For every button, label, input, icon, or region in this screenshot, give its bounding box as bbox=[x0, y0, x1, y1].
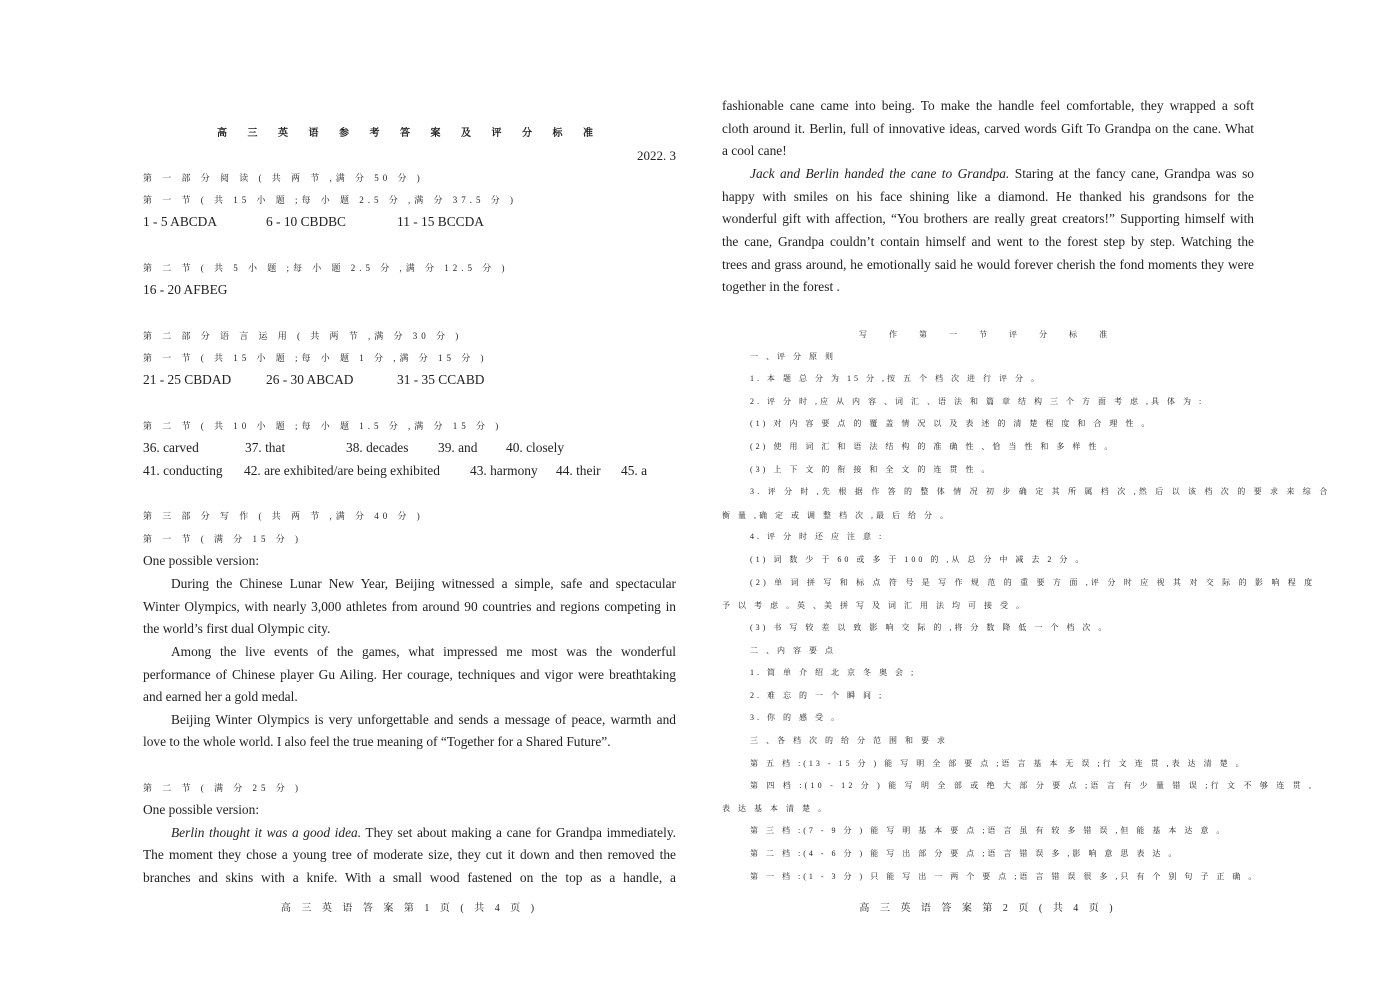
part1-section1-answers bbox=[143, 213, 676, 231]
answer-group: 11 - 15 BCCDA bbox=[397, 214, 484, 229]
part3-heading: 第 三 部 分 写 作 ( 共 两 节 ,满 分 40 分 ) bbox=[143, 511, 424, 521]
essay1-line: During the Chinese Lunar New Year, Beijing witnessed a simple, safe and spectacular bbox=[171, 576, 676, 591]
part2-section1-heading: 第 一 节 ( 共 15 小 题 ;每 小 题 1 分 ,满 分 15 分 ) bbox=[143, 353, 488, 363]
essay2-line: branches and skins with a knife. With a small wood fastened on the top as a handle, a bbox=[143, 870, 676, 885]
version-label: One possible version: bbox=[143, 553, 260, 568]
answer-item: 39. and bbox=[438, 440, 478, 455]
part1-heading: 第 一 部 分 阅 读 ( 共 两 节 ,满 分 50 分 ) bbox=[143, 173, 424, 183]
essay1-line: performance of Chinese player Gu Ailing. Her courage, techniques and vigor were breathtaking bbox=[143, 667, 676, 682]
rubric-line: 3. 评 分 时 ,先 根 据 作 答 的 整 体 情 况 初 步 确 定 其 所 属 档 次 ,然 后 以 该 档 次 的 要 求 来 综 合 bbox=[750, 487, 1331, 496]
page-footer: 高 三 英 语 答 案 第 2 页 ( 共 4 页 ) bbox=[859, 903, 1117, 914]
rubric-line: (1) 词 数 少 于 60 或 多 于 100 的 ,从 总 分 中 减 去 2 分 。 bbox=[750, 555, 1087, 564]
rubric-line: (3) 书 写 较 差 以 致 影 响 交 际 的 ,将 分 数 降 低 一 个 档 次 。 bbox=[750, 623, 1110, 632]
rubric-line: 三 、各 档 次 的 给 分 范 围 和 要 求 bbox=[750, 736, 948, 745]
rubric-line: 予 以 考 虑 。英 、美 拼 写 及 词 汇 用 法 均 可 接 受 。 bbox=[722, 601, 1027, 610]
answer-group: 1 - 5 ABCDA bbox=[143, 214, 218, 229]
essay2-cont-line: cloth around it. Berlin, full of innovative ideas, carved words Gift To Grandpa on the cane. What bbox=[722, 121, 1254, 136]
rubric-line: 4. 评 分 时 还 应 注 意 : bbox=[750, 532, 885, 541]
part2-section1-answers bbox=[143, 371, 676, 389]
essay2-cont-line: fashionable cane came into being. To make the handle feel comfortable, they wrapped a soft bbox=[722, 98, 1254, 113]
rubric-line: 衡 量 ,确 定 或 调 整 档 次 ,最 后 给 分 。 bbox=[722, 511, 951, 520]
part3-section2-heading: 第 二 节 ( 满 分 25 分 ) bbox=[143, 783, 302, 793]
essay2-line: The moment they chose a young tree of moderate size, they cut it down and then removed the bbox=[143, 847, 676, 862]
answer-item: 41. conducting bbox=[143, 463, 223, 478]
version-label: One possible version: bbox=[143, 802, 260, 817]
answer-item: 42. are exhibited/are being exhibited bbox=[244, 463, 440, 478]
para2-text: Staring at the fancy cane, Grandpa was so bbox=[1014, 166, 1254, 181]
part2-section2-heading: 第 二 节 ( 共 10 小 题 ;每 小 题 1.5 分 ,满 分 15 分 ) bbox=[143, 421, 503, 431]
para2-italic: Jack and Berlin handed the cane to Grandpa. bbox=[750, 166, 1010, 181]
rubric-line: 二 、内 容 要 点 bbox=[750, 646, 836, 655]
rubric-line: (2) 单 词 拼 写 和 标 点 符 号 是 写 作 规 范 的 重 要 方 面 ,评 分 时 应 视 其 对 交 际 的 影 响 程 度 bbox=[750, 578, 1316, 587]
answer-item: 36. carved bbox=[143, 440, 199, 455]
answer-group: 6 - 10 CBDBC bbox=[266, 214, 346, 229]
essay1-line: and earned her a gold medal. bbox=[143, 689, 298, 704]
answer-group: 31 - 35 CCABD bbox=[397, 372, 485, 387]
essay2-text: They set about making a cane for Grandpa immediately. bbox=[365, 825, 676, 840]
part1-section2-heading: 第 二 节 ( 共 5 小 题 ;每 小 题 2.5 分 ,满 分 12.5 分 ) bbox=[143, 263, 509, 273]
essay1-line: Winter Olympics, with nearly 3,000 athletes from around 90 countries and regions competing in bbox=[143, 599, 676, 614]
rubric-line: (1) 对 内 容 要 点 的 覆 盖 情 况 以 及 表 述 的 清 楚 程 度 和 合 理 性 。 bbox=[750, 419, 1153, 428]
rubric-line: (2) 使 用 词 汇 和 语 法 结 构 的 准 确 性 、恰 当 性 和 多 样 性 。 bbox=[750, 442, 1116, 451]
rubric-line: 第 三 档 :(7 - 9 分 ) 能 写 明 基 本 要 点 ;语 言 虽 有 较 多 错 误 ,但 能 基 本 达 意 。 bbox=[750, 826, 1228, 835]
essay2-italic: Berlin thought it was a good idea. bbox=[171, 825, 362, 840]
answer-item: 45. a bbox=[621, 463, 648, 478]
part2-section2-answers-row1 bbox=[143, 439, 676, 457]
part2-section2-answers-row2 bbox=[143, 462, 676, 480]
part3-section1-heading: 第 一 节 ( 满 分 15 分 ) bbox=[143, 534, 302, 544]
essay2-para2-line: trees and grass around, he emotionally said he would forever cherish the fond moments they were bbox=[722, 257, 1254, 272]
rubric-line: 3. 你 的 感 受 。 bbox=[750, 713, 842, 722]
essay2-para2-line: happy with smiles on his face shining like a diamond. He thanked his grandsons for the bbox=[722, 189, 1254, 204]
rubric-line: (3) 上 下 文 的 衔 接 和 全 文 的 连 贯 性 。 bbox=[750, 465, 993, 474]
answer-item: 37. that bbox=[245, 440, 286, 455]
essay2-para2-line: the cane, Grandpa couldn’t contain himself and went to the forest step by step. Watching the bbox=[722, 234, 1254, 249]
rubric-line: 1. 简 单 介 绍 北 京 冬 奥 会 ; bbox=[750, 668, 917, 677]
answer-item: 43. harmony bbox=[470, 463, 538, 478]
essay2-line bbox=[143, 824, 676, 842]
essay2-para2-line: wonderful gift with affection, “You brothers are really great creators!” Supporting himself with bbox=[722, 211, 1254, 226]
rubric-line: 1. 本 题 总 分 为 15 分 ,按 五 个 档 次 进 行 评 分 。 bbox=[750, 374, 1042, 383]
document-title: 高 三 英 语 参 考 答 案 及 评 分 标 准 bbox=[217, 128, 602, 139]
rubric-line: 表 达 基 本 清 楚 。 bbox=[722, 804, 829, 813]
essay1-line: love to the whole world. I also feel the true meaning of “Together for a Shared Future”. bbox=[143, 734, 611, 749]
answer-group: 26 - 30 ABCAD bbox=[266, 372, 354, 387]
essay1-line: the world’s first dual Olympic city. bbox=[143, 621, 331, 636]
essay2-para2-line: together in the forest . bbox=[722, 279, 840, 294]
rubric-line: 一 、评 分 原 则 bbox=[750, 352, 836, 361]
part1-section1-heading: 第 一 节 ( 共 15 小 题 ;每 小 题 2.5 分 ,满 分 37.5 分 ) bbox=[143, 195, 517, 205]
answer-item: 40. closely bbox=[506, 440, 565, 455]
rubric-line: 第 五 档 :(13 - 15 分 ) 能 写 明 全 部 要 点 ;语 言 基 本 无 误 ;行 文 连 贯 ,表 达 清 楚 。 bbox=[750, 759, 1247, 768]
rubric-line: 第 一 档 :(1 - 3 分 ) 只 能 写 出 一 两 个 要 点 ;语 言 错 误 很 多 ,只 有 个 别 句 子 正 确 。 bbox=[750, 872, 1260, 881]
rubric-line: 第 二 档 :(4 - 6 分 ) 能 写 出 部 分 要 点 ;语 言 错 误 多 ,影 响 意 思 表 达 。 bbox=[750, 849, 1180, 858]
part1-section2-answers: 16 - 20 AFBEG bbox=[143, 282, 228, 297]
page-footer: 高 三 英 语 答 案 第 1 页 ( 共 4 页 ) bbox=[280, 903, 539, 914]
essay1-line: Beijing Winter Olympics is very unforgettable and sends a message of peace, warmth and bbox=[171, 712, 676, 727]
answer-group: 21 - 25 CBDAD bbox=[143, 372, 232, 387]
rubric-line: 2. 难 忘 的 一 个 瞬 间 ; bbox=[750, 691, 885, 700]
rubric-line: 第 四 档 :(10 - 12 分 ) 能 写 明 全 部 或 绝 大 部 分 要 点 ;语 言 有 少 量 错 误 ;行 文 不 够 连 贯 , bbox=[750, 781, 1315, 790]
rubric-title: 写 作 第 一 节 评 分 标 准 bbox=[859, 330, 1117, 339]
answer-item: 44. their bbox=[556, 463, 601, 478]
essay2-cont-line: a cool cane! bbox=[722, 143, 787, 158]
essay2-para2-line bbox=[722, 165, 1254, 183]
document-date: 2022. 3 bbox=[637, 148, 676, 163]
essay1-line: Among the live events of the games, what impressed me most was the wonderful bbox=[171, 644, 676, 659]
part2-heading: 第 二 部 分 语 言 运 用 ( 共 两 节 ,满 分 30 分 ) bbox=[143, 331, 463, 341]
rubric-line: 2. 评 分 时 ,应 从 内 容 、词 汇 、语 法 和 篇 章 结 构 三 个 方 面 考 虑 ,具 体 为 : bbox=[750, 397, 1205, 406]
answer-item: 38. decades bbox=[346, 440, 409, 455]
